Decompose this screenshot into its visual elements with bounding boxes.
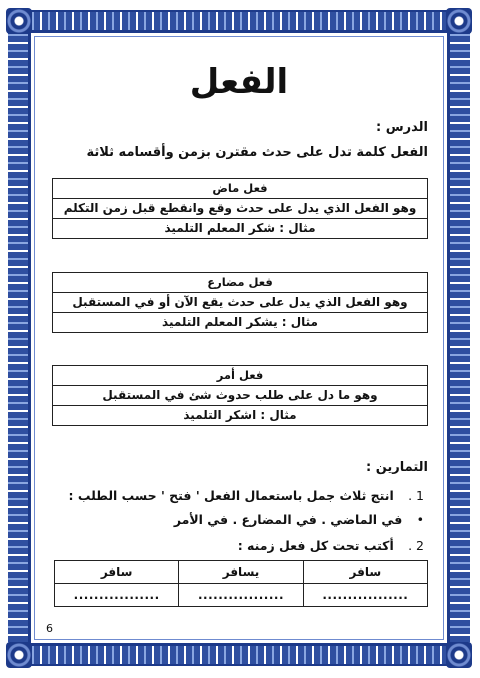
page-title: الفعل	[189, 62, 289, 102]
table-header-cell: سافر	[303, 561, 427, 584]
lesson-label: الدرس :	[376, 120, 428, 135]
frame-border-right	[450, 10, 470, 666]
page-number: 6	[46, 622, 53, 635]
exercise-text: في الماضي . في المضارع . في الأمر	[173, 512, 403, 527]
imperative-verb-heading: فعل أمر	[53, 366, 427, 386]
past-verb-box	[52, 178, 428, 239]
present-verb-definition: وهو الفعل الذي يدل على حدث يقع الآن أو في المستقبل	[53, 293, 427, 313]
imperative-verb-example: مثال : اشكر التلميذ	[183, 408, 297, 422]
exercise-number: 2 .	[408, 538, 424, 553]
exercise-text: أكتب تحت كل فعل زمنه :	[237, 538, 394, 553]
bullet-icon: •	[416, 512, 424, 527]
imperative-verb-definition: وهو ما دل على طلب حدوث شئ في المستقبل	[53, 386, 427, 406]
answer-blank[interactable]: .................	[179, 584, 303, 607]
exercises-label: التمارين :	[365, 460, 428, 475]
present-verb-box	[52, 272, 428, 333]
table-header-cell: يسافر	[179, 561, 303, 584]
present-verb-heading: فعل مضارع	[53, 273, 427, 293]
answer-blank[interactable]: .................	[55, 584, 179, 607]
exercise-text: انتج ثلاث جمل باستعمال الفعل ' فتح ' حسب الطلب :	[68, 488, 394, 503]
worksheet-content	[40, 40, 438, 636]
exercise-number: 1 .	[408, 488, 424, 503]
exercise-item	[238, 538, 424, 553]
table-header-cell: سافر	[55, 561, 179, 584]
past-verb-example: مثال : شكر المعلم التلميذ	[164, 221, 316, 235]
answer-blank[interactable]: .................	[303, 584, 427, 607]
present-verb-example: مثال : يشكر المعلم التلميذ	[162, 315, 318, 329]
past-verb-definition: وهو الفعل الذي يدل على حدث وقع وانقطع قبل زمن التكلم	[53, 199, 427, 219]
table-row	[55, 561, 428, 584]
verb-tense-table	[54, 560, 428, 607]
imperative-verb-box	[52, 365, 428, 426]
exercise-item	[174, 512, 424, 527]
exercise-item	[68, 488, 424, 503]
past-verb-heading: فعل ماض	[53, 179, 427, 199]
table-row	[55, 584, 428, 607]
lesson-definition: الفعل كلمة تدل على حدث مقترن بزمن وأقسامه ثلاثة	[86, 145, 428, 160]
frame-border-left	[8, 10, 28, 666]
